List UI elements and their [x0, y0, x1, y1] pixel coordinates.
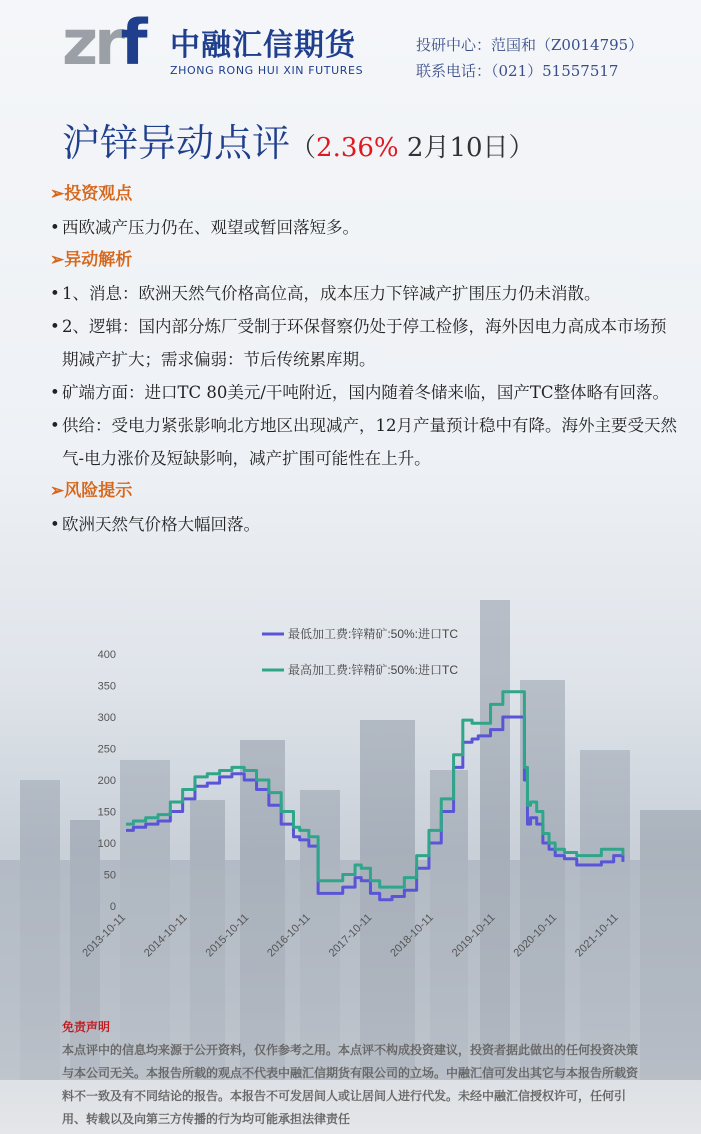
analysis-item: • 1、消息：欧洲天然气价格高位高，成本压力下锌减产扩围压力仍未消散。 — [50, 277, 680, 310]
company-name-cn: 中融汇信期货 — [170, 28, 356, 63]
y-tick-label: 100 — [97, 838, 116, 850]
y-tick-label: 300 — [97, 712, 116, 724]
section-title-view: ➢投资观点 — [50, 184, 133, 204]
report-title: 沪锌异动点评（2.36% 2月10日） — [62, 121, 535, 165]
series-line-max-tc — [126, 692, 623, 887]
x-tick-label: 2021-10-11 — [573, 911, 621, 960]
report-date: 2月10日） — [398, 133, 535, 163]
analysis-item: • 2、逻辑：国内部分炼厂受制于环保督察仍处于停工检修，海外因电力高成本市场预期减产扩大；需求偏弱：节后传统累库期。 — [50, 310, 680, 376]
section-title-risk: ➢风险提示 — [50, 481, 133, 501]
legend-label-min-tc: 最低加工费:锌精矿:50%:进口TC — [288, 627, 459, 641]
disclaimer-text: 本点评中的信息均来源于公开资料，仅作参考之用。本点评不构成投资建议，投资者据此做出的任何投资决策与本公司无关。本报告所载的观点不代表中融汇信期货有限公司的立场。中融汇信可发出其它与本报告所载资料不一致及有不同结论的报告。本报告不可发居间人或让居间人进行代发。未经中融汇信授权许可，任何引用、转载以及向第三方传播的行为均可能承担法律责任 — [62, 1043, 639, 1126]
x-tick-label: 2017-10-11 — [326, 911, 375, 960]
y-tick-label: 400 — [97, 649, 116, 661]
y-tick-label: 0 — [109, 901, 116, 913]
risk-item: • 欧洲天然气价格大幅回落。 — [50, 508, 680, 541]
company-name-en: ZHONG RONG HUI XIN FUTURES — [170, 64, 364, 77]
report-body — [50, 178, 680, 541]
x-tick-label: 2020-10-11 — [511, 911, 560, 960]
series-line-min-tc — [126, 717, 623, 900]
y-tick-label: 350 — [97, 680, 116, 693]
x-tick-label: 2018-10-11 — [388, 911, 437, 960]
analysis-item: • 供给：受电力紧张影响北方地区出现减产，12月产量预计稳中有降。海外主要受天然气-电力涨价及短缺影响，减产扩围可能性在上升。 — [50, 409, 680, 475]
x-tick-label: 2015-10-11 — [203, 911, 252, 960]
zinc-tc-line-chart — [70, 620, 640, 990]
y-tick-label: 250 — [97, 743, 116, 756]
y-tick-label: 150 — [97, 806, 116, 819]
change-percent: 2.36% — [316, 133, 399, 163]
x-tick-label: 2019-10-11 — [449, 911, 498, 960]
view-item: • 西欧减产压力仍在、观望或暂回落短多。 — [50, 211, 680, 244]
y-tick-label: 200 — [97, 775, 116, 787]
analysis-item: • 矿端方面：进口TC 80美元/干吨附近，国内随着冬储来临，国产TC整体略有回落。 — [50, 376, 680, 409]
company-logo-mark: zrf — [62, 6, 144, 79]
legend-label-max-tc: 最高加工费:锌精矿:50%:进口TC — [288, 663, 459, 677]
report-header — [0, 0, 701, 95]
title-main: 沪锌异动点评 — [62, 121, 291, 165]
disclaimer — [62, 1016, 642, 1131]
x-tick-label: 2013-10-11 — [80, 911, 129, 960]
contact-info — [416, 32, 643, 84]
y-tick-label: 50 — [103, 869, 116, 882]
phone-line: 联系电话：（021）51557517 — [416, 62, 619, 80]
x-tick-label: 2014-10-11 — [142, 911, 190, 960]
section-title-analysis: ➢异动解析 — [50, 250, 133, 270]
x-tick-label: 2016-10-11 — [265, 911, 313, 960]
disclaimer-title: 免责声明 — [62, 1020, 111, 1034]
analyst-line: 投研中心：范国和（Z0014795） — [416, 36, 644, 54]
